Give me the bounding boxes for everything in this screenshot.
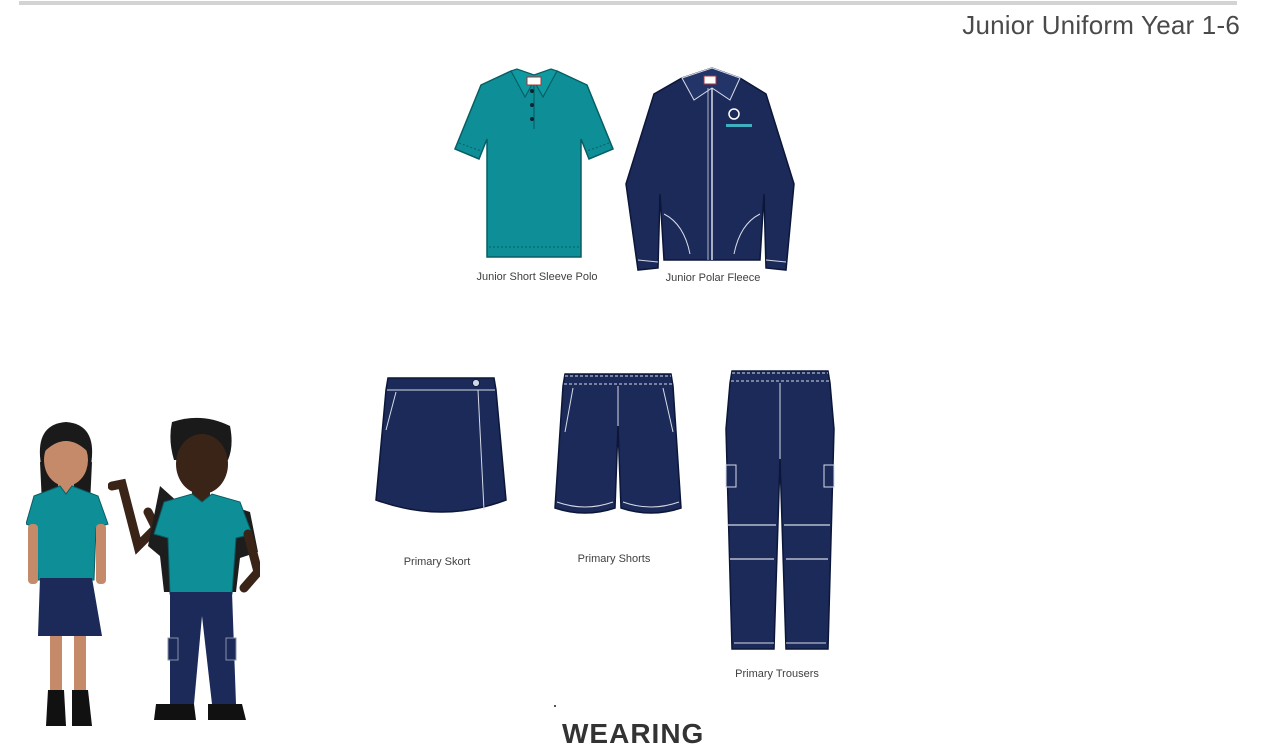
section-heading: WEARING	[562, 718, 705, 749]
boy-student-illustration	[108, 416, 260, 728]
shorts-caption: Primary Shorts	[577, 553, 651, 565]
fleece-caption: Junior Polar Fleece	[665, 272, 761, 284]
shorts-illustration	[551, 372, 685, 516]
fleece-illustration	[624, 64, 798, 276]
girl-student-illustration	[26, 420, 116, 732]
skort-caption: Primary Skort	[403, 556, 471, 568]
page-dot	[554, 705, 556, 707]
top-rule	[19, 1, 1237, 5]
trousers-caption: Primary Trousers	[735, 668, 819, 680]
polo-caption: Junior Short Sleeve Polo	[476, 271, 598, 283]
skort-illustration	[374, 374, 508, 518]
trousers-illustration	[724, 369, 836, 653]
polo-illustration	[453, 67, 615, 261]
page-title: Junior Uniform Year 1-6	[962, 10, 1240, 40]
